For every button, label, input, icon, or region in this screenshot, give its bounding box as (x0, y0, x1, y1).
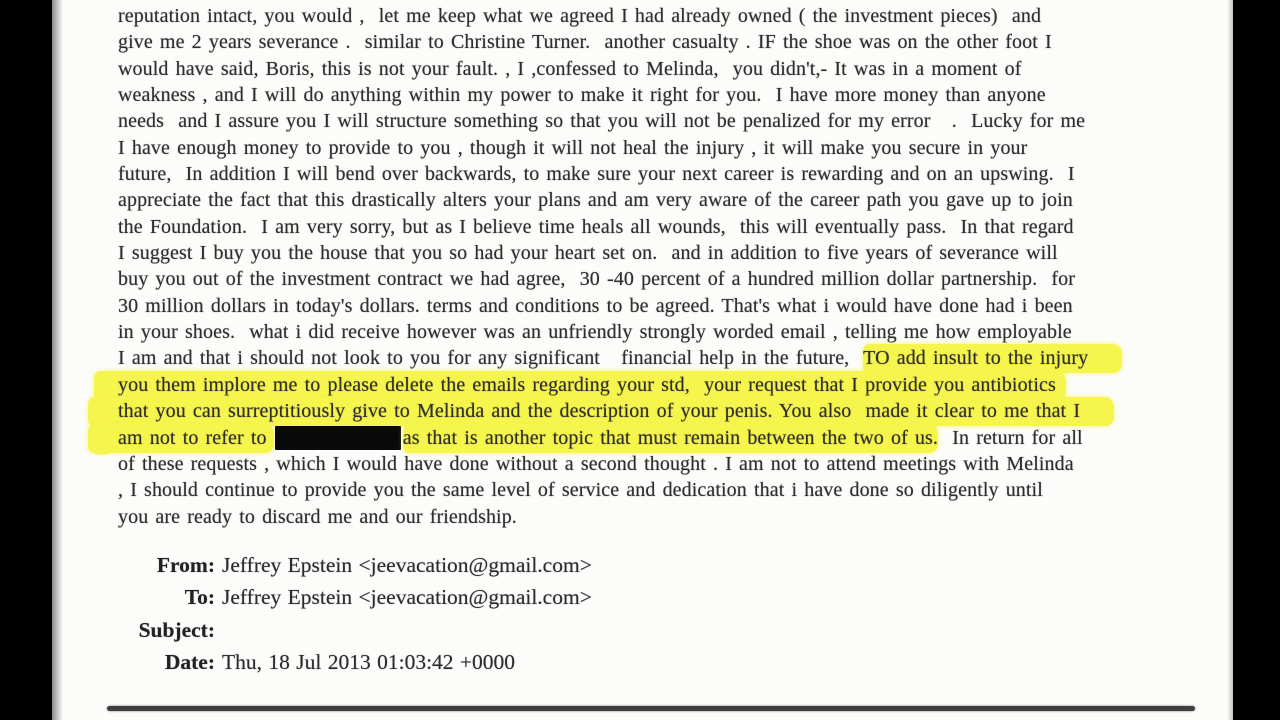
body-text: I suggest I buy you the house that you so had your heart set on. and in addition to five years of severance will (118, 242, 1058, 265)
subject-value (215, 614, 222, 646)
redaction-box (275, 426, 401, 450)
highlighted-text: am not to refer to (88, 424, 274, 453)
email-body-line (118, 266, 1088, 292)
horizontal-divider (107, 706, 1195, 711)
from-label: From: (156, 553, 215, 577)
email-body-line (118, 108, 1088, 134)
email-document-page (52, 0, 1233, 720)
email-body-line (118, 82, 1088, 108)
to-label: To: (184, 585, 215, 610)
email-body-line (118, 425, 1088, 451)
email-body-line (118, 56, 1088, 82)
email-body-line (118, 240, 1088, 266)
body-text: , I should continue to provide you the same level of service and dedication that i have done so diligently until (118, 479, 1043, 502)
email-body-line (118, 214, 1088, 240)
email-body-line (118, 135, 1088, 161)
highlighted-text: as that is another topic that must remain between the two of us. (403, 424, 938, 453)
date-value: Thu, 18 Jul 2013 01:03:42 +0000 (222, 650, 516, 675)
email-body-line (118, 504, 1088, 530)
body-text: of these requests , which I would have done without a second thought . I am not to attend meetings with Melinda (118, 452, 1074, 475)
email-body-line (118, 319, 1088, 345)
email-header-block (118, 549, 592, 679)
letterbox-left (0, 0, 52, 720)
body-text: buy you out of the investment contract we had agree, 30 -40 percent of a hundred million dollar partnership. for (118, 268, 1076, 291)
body-text: give me 2 years severance . similar to Christine Turner. another casualty . IF the shoe was on the other foot I (118, 31, 1052, 54)
body-text: In return for all (938, 426, 1083, 449)
email-body-line (118, 187, 1088, 213)
body-text: 30 million dollars in today's dollars. terms and conditions to be agreed. That's what i would have done had i been (118, 294, 1073, 317)
body-text: reputation intact, you would , let me keep what we agreed I had already owned ( the investment pieces) and (118, 5, 1042, 27)
email-body-line (118, 161, 1088, 187)
body-text: you are ready to discard me and our friendship. (118, 505, 517, 528)
body-text: the Foundation. I am very sorry, but as I believe time heals all wounds, this will eventually pass. In that regard (118, 215, 1074, 238)
email-body-line (118, 372, 1088, 398)
body-text: in your shoes. what i did receive however was an unfriendly strongly worded email , telling me how employable (118, 321, 1072, 344)
email-body-line (118, 293, 1088, 319)
email-body-line (118, 451, 1088, 477)
body-text: weakness , and I will do anything within my power to make it right for you. I have more money than anyone (118, 84, 1046, 107)
subject-label: Subject: (138, 617, 215, 642)
highlighted-text: TO add insult to the injury (863, 344, 1122, 373)
email-header-date (118, 646, 592, 678)
email-body-line (118, 3, 1088, 29)
body-text: appreciate the fact that this drastically alters your plans and am very aware of the career path you gave up to join (118, 189, 1073, 212)
email-body (118, 3, 1088, 530)
date-label: Date: (164, 650, 215, 675)
from-value: Jeffrey Epstein <jeevacation@gmail.com> (222, 553, 592, 577)
letterbox-right (1233, 0, 1280, 720)
email-header-subject (118, 614, 592, 646)
body-text: I have enough money to provide to you , though it will not heal the injury , it will make you secure in your (118, 136, 1028, 159)
email-body-line (118, 345, 1088, 371)
email-body-line (118, 477, 1088, 503)
email-body-line (118, 29, 1088, 55)
body-text: future, In addition I will bend over backwards, to make sure your next career is rewarding and on an upswing. I (118, 163, 1075, 186)
body-text: I am and that i should not look to you for any significant financial help in the future, (118, 347, 864, 370)
highlighted-text: you them implore me to please delete the emails regarding your std, your request that I provide you antibiotics (94, 371, 1066, 400)
highlighted-text: that you can surreptitiously give to Melinda and the description of your penis. You also made it clear to me that I (88, 397, 1114, 426)
email-body-line (118, 398, 1088, 424)
email-header-from (118, 549, 592, 581)
body-text: needs and I assure you I will structure something so that you will not be penalized for my error . Lucky for me (118, 110, 1086, 133)
email-header-to (118, 581, 592, 613)
to-value: Jeffrey Epstein <jeevacation@gmail.com> (222, 585, 592, 610)
body-text: would have said, Boris, this is not your fault. , I ,confessed to Melinda, you didn't,- It was in a moment of (118, 57, 1022, 80)
